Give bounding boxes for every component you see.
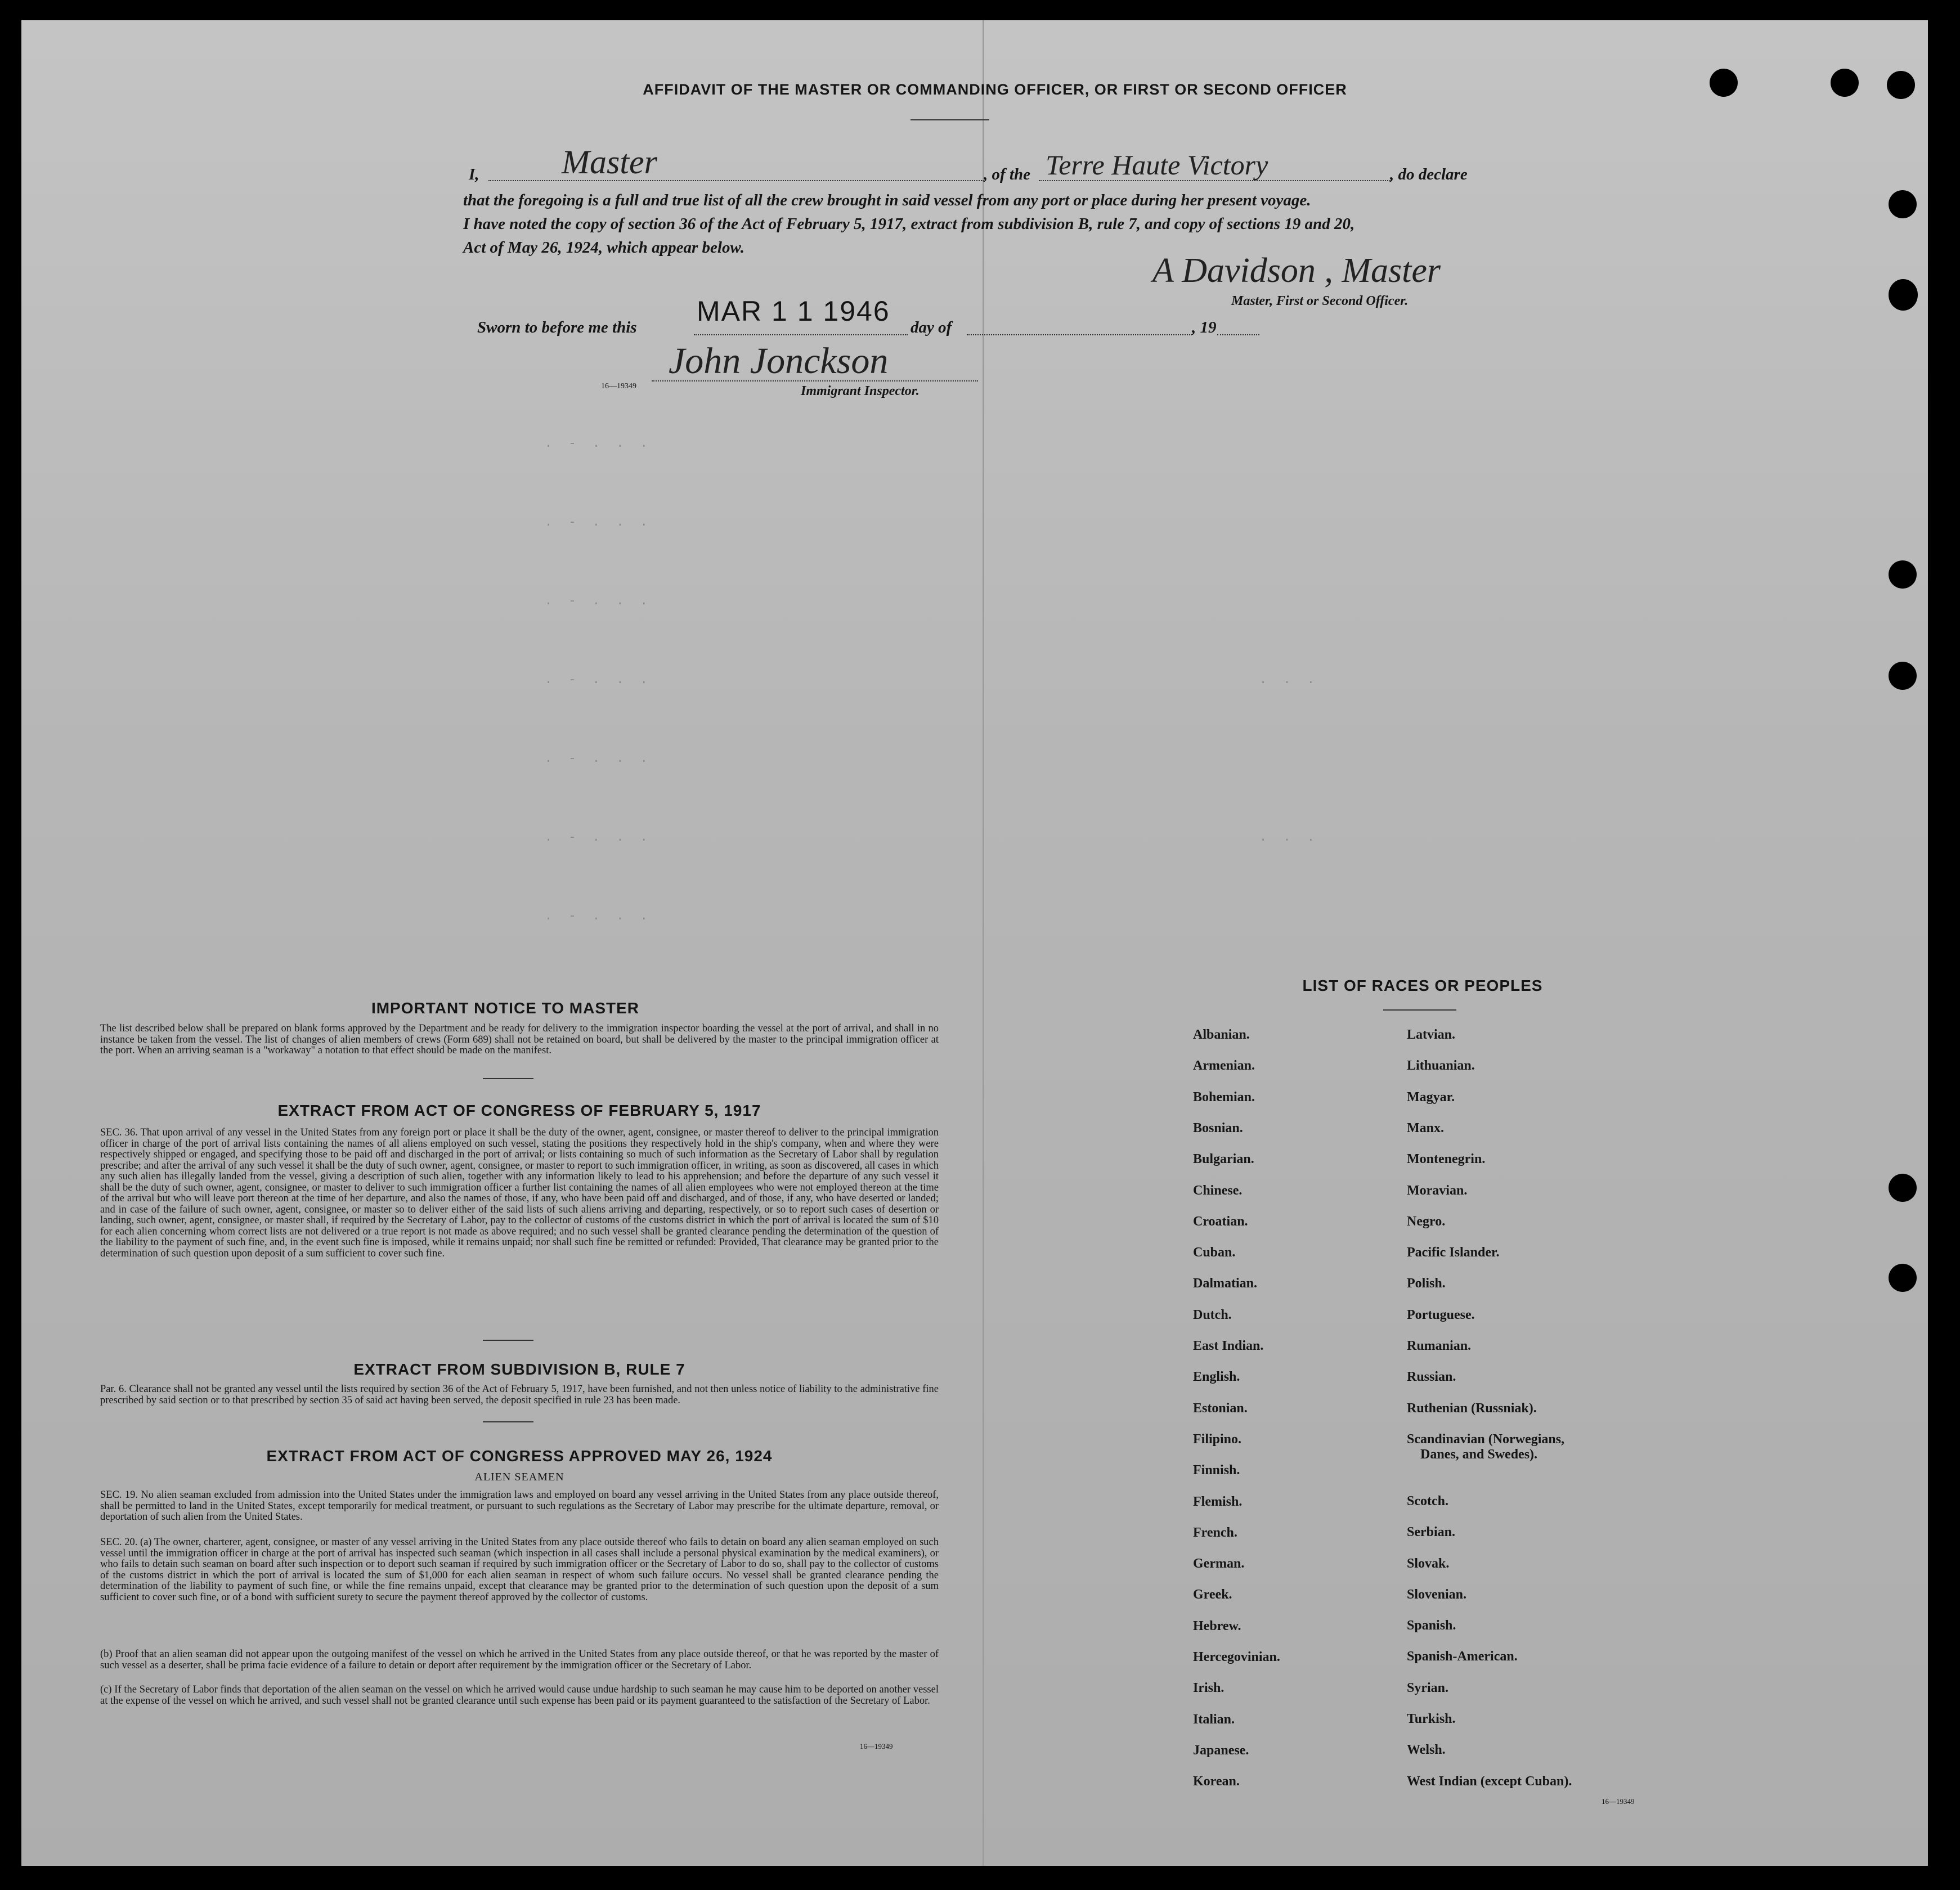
do-declare-label: , do declare xyxy=(1390,165,1468,183)
race-item: Welsh. xyxy=(1407,1743,1446,1758)
race-item: West Indian (except Cuban). xyxy=(1407,1774,1572,1789)
master-signature: A Davidson , Master xyxy=(1152,252,1441,290)
race-item: Moravian. xyxy=(1407,1183,1468,1198)
race-item: Finnish. xyxy=(1193,1463,1240,1478)
race-item: Bulgarian. xyxy=(1193,1152,1254,1167)
race-item: Armenian. xyxy=(1193,1058,1255,1074)
race-item: Polish. xyxy=(1407,1276,1446,1291)
extract-1917-text: SEC. 36. That upon arrival of any vessel in the United States from any foreign port or place it shall be the duty of the owner, agent, consignee, or master thereof to deliver to the principal immigration officer in charge of the port of arrival lists containing the names of all aliens employed on such vessel, stating the positions they respectively hold in the ship's company, when and where they were respectively shipped or engaged, and specifying those to be paid off and discharged in the port of arrival; or lists containing so much of such information as the Secretary of Labor shall by regulation prescribe; and after the arrival of any such vessel it shall be the duty of such owner, agent, consignee, or master to report to such immigration officer, in writing, as soon as discovered, all cases in which any such alien has illegally landed from the vessel, giving a description of such alien, together with any information likely to lead to his apprehension; and before the departure of any such vessel it shall be the duty of such owner, agent, consignee, or master to deliver to such immigration officer a further list containing the names of all alien employees who were not employed thereon at the time of the arrival but who will leave port thereon at the time of her departure, and also the names of those, if any, who have been paid off and discharged, and of those, if any, who have deserted or landed; and in case of the failure of such owner, agent, consignee, or master so to deliver either of the said lists of such aliens arriving and departing, respectively, or so to report such cases of desertion or landing, such owner, agent, consignee, or master shall, if required by the Secretary of Labor, pay to the collector of customs of the customs district in which the port of arrival is located the sum of $10 for each alien concerning whom correct lists are not delivered or a true report is not made as above required; and no such vessel shall be granted clearance pending the determination of the question of the liability to the payment of such fine, and, in the event such fine is imposed, while it remains unpaid; nor shall such fine be remitted or refunded: Provided, That clearance may be granted prior to the determination of such question upon deposit of a sum sufficient to cover such fine. xyxy=(100,1127,939,1259)
i-label: I, xyxy=(469,165,479,183)
race-item: Scandinavian (Norwegians, Danes, and Swedes). xyxy=(1407,1431,1565,1462)
bleed-through: . . . xyxy=(1259,673,1320,687)
bleed-through: . - . . . xyxy=(545,515,652,529)
race-item: Croatian. xyxy=(1193,1214,1248,1229)
year-label: , 19 xyxy=(1192,318,1217,336)
race-item: Scotch. xyxy=(1407,1493,1448,1509)
bleed-through: . - . . . xyxy=(545,830,652,845)
divider xyxy=(1383,1009,1456,1011)
race-item: German. xyxy=(1193,1556,1245,1572)
punch-hole xyxy=(1887,71,1915,99)
sec-20c-text: (c) If the Secretary of Labor finds that deportation of the alien seaman on the vessel on which he arrived would cause undue hardship to such seaman he may cause him to be deported on another vessel at the expense of the vessel on which he arrived, and such vessel shall not be granted clearance until such expense has been paid or its payment guaranteed to the satisfaction of the Secretary of Labor. xyxy=(100,1684,939,1707)
race-item: Syrian. xyxy=(1407,1680,1449,1695)
extract-1917-title: EXTRACT FROM ACT OF CONGRESS OF FEBRUARY 5, 1917 xyxy=(277,1102,761,1119)
race-item: Montenegrin. xyxy=(1407,1152,1486,1167)
master-caption: Master, First or Second Officer. xyxy=(1231,294,1409,308)
divider xyxy=(911,119,989,120)
bleed-through: . . . xyxy=(1259,830,1320,845)
race-item: Latvian. xyxy=(1407,1027,1456,1042)
bleed-through: . - . . . xyxy=(545,752,652,766)
race-item: Japanese. xyxy=(1193,1743,1249,1758)
divider xyxy=(483,1340,533,1341)
affidavit-line-3: I have noted the copy of section 36 of the Act of February 5, 1917, extract from subdivision B, rule 7, and copy of sections 19 and 20, xyxy=(463,215,1355,233)
race-item: Slovenian. xyxy=(1407,1587,1467,1602)
month-line xyxy=(967,334,1192,335)
extract-1924-title: EXTRACT FROM ACT OF CONGRESS APPROVED MAY 26, 1924 xyxy=(266,1447,773,1465)
sec-20a-text: SEC. 20. (a) The owner, charterer, agent, consignee, or master of any vessel arriving in the United States from any place outside thereof who fails to detain on board any alien seaman employed on such vessel until the immigration officer in charge at the port of arrival has inspected such seaman (which inspection in all cases shall include a personal physical examination by the medical examiners), or who fails to detain such seaman on board after such inspection or to deport such seaman if required by such immigration officer or the Secretary of Labor to do so, shall pay to the collector of customs of the customs district in which the port of arrival is located the sum of $1,000 for each alien seaman in respect of whom such failure occurs. No vessel shall be granted clearance pending the determination of the liability to payment of such fine, or while the fine remains unpaid, except that clearance may be granted prior to the determination of such question upon the deposit of a sum sufficient to cover such fine, or of a bond with sufficient surety to secure the payment thereof approved by the collector of customs. xyxy=(100,1537,939,1603)
race-item: Chinese. xyxy=(1193,1183,1243,1198)
officer-handwritten: Master xyxy=(562,143,657,181)
race-item: Spanish-American. xyxy=(1407,1649,1518,1664)
race-item: Irish. xyxy=(1193,1681,1225,1696)
race-item: Pacific Islander. xyxy=(1407,1245,1500,1260)
race-item: Dalmatian. xyxy=(1193,1276,1257,1291)
affidavit-line-4: Act of May 26, 1924, which appear below. xyxy=(463,239,744,257)
bleed-through: . - . . . xyxy=(545,437,652,451)
inspector-signature: John Jonckson xyxy=(669,340,889,381)
punch-hole xyxy=(1889,1174,1917,1202)
inspector-caption: Immigrant Inspector. xyxy=(801,384,920,398)
page-fold xyxy=(983,20,984,1866)
extract-1924-subtitle: ALIEN SEAMEN xyxy=(474,1471,564,1483)
affidavit-line-2: that the foregoing is a full and true list of all the crew brought in said vessel from any port or place during her present voyage. xyxy=(463,191,1311,209)
race-item: Albanian. xyxy=(1193,1027,1250,1042)
race-item: Spanish. xyxy=(1407,1618,1456,1633)
race-item: Estonian. xyxy=(1193,1400,1248,1416)
race-item: Italian. xyxy=(1193,1712,1235,1727)
form-code: 16—19349 xyxy=(601,382,636,390)
race-item: Turkish. xyxy=(1407,1712,1456,1726)
year-line xyxy=(1217,334,1259,335)
race-item: East Indian. xyxy=(1193,1339,1264,1353)
punch-hole xyxy=(1889,190,1917,218)
race-item: Lithuanian. xyxy=(1407,1058,1475,1074)
race-item: Serbian. xyxy=(1407,1525,1456,1540)
date-stamp: MAR 1 1 1946 xyxy=(697,295,890,327)
race-item: Hebrew. xyxy=(1193,1618,1241,1633)
races-title: LIST OF RACES OR PEOPLES xyxy=(1302,977,1543,994)
punch-hole xyxy=(1831,69,1859,97)
subdivision-title: EXTRACT FROM SUBDIVISION B, RULE 7 xyxy=(353,1361,685,1378)
race-item: Hercegovinian. xyxy=(1193,1650,1280,1664)
vessel-handwritten: Terre Haute Victory xyxy=(1046,149,1268,181)
punch-hole xyxy=(1889,560,1917,589)
form-code: 16—19349 xyxy=(1602,1797,1635,1806)
of-the-label: , of the xyxy=(984,165,1030,183)
bleed-through: . - . . . xyxy=(545,909,652,923)
divider xyxy=(483,1421,533,1422)
race-item: Bohemian. xyxy=(1193,1089,1255,1105)
race-item: Portuguese. xyxy=(1407,1307,1475,1322)
punch-hole xyxy=(1710,69,1738,97)
race-item: French. xyxy=(1193,1525,1237,1540)
day-of-label: day of xyxy=(911,318,952,336)
race-item: Filipino. xyxy=(1193,1431,1242,1447)
race-item: Flemish. xyxy=(1193,1494,1243,1509)
notice-text: The list described below shall be prepared on blank forms approved by the Department and be ready for delivery to the immigration inspector boarding the vessel at the port of arrival, and shall in no instance be taken from the vessel. The list of changes of alien members of crews (Form 689) shall not be retained on board, but shall be delivered by the master to the principal immigration officer at the port. When an arriving seaman is a "workaway" a notation to that effect should be made on the manifest. xyxy=(100,1023,939,1056)
race-item: Bosnian. xyxy=(1193,1120,1243,1135)
race-item: Rumanian. xyxy=(1407,1339,1472,1353)
race-item: Greek. xyxy=(1193,1587,1232,1602)
bleed-through: . - . . . xyxy=(545,594,652,608)
sworn-day-line xyxy=(694,334,908,335)
race-item: Negro. xyxy=(1407,1214,1446,1229)
affidavit-title: AFFIDAVIT OF THE MASTER OR COMMANDING OFFICER, OR FIRST OR SECOND OFFICER xyxy=(643,81,1347,98)
race-item: Russian. xyxy=(1407,1370,1456,1385)
punch-hole xyxy=(1889,662,1917,690)
race-item: Manx. xyxy=(1407,1120,1444,1135)
race-item: Dutch. xyxy=(1193,1307,1232,1322)
inspector-line xyxy=(652,380,978,381)
sec-19-text: SEC. 19. No alien seaman excluded from admission into the United States under the immigration laws and employed on board any vessel arriving in the United States from any place outside thereof, shall be permitted to land in the United States, except temporarily for medical treatment, or pursuant to such regulations as the Secretary of Labor may prescribe for the ultimate departure, removal, or deportation of such alien from the United States. xyxy=(100,1489,939,1523)
punch-hole xyxy=(1889,279,1918,311)
sec-20b-text: (b) Proof that an alien seaman did not appear upon the outgoing manifest of the vessel on which he arrived in the United States from any place outside thereof, or that he was reported by the master of such vessel as a deserter, shall be prima facie evidence of a failure to detain or deport after requirement by the immigration officer or the Secretary of Labor. xyxy=(100,1649,939,1671)
race-item: Korean. xyxy=(1193,1774,1240,1789)
race-item: Cuban. xyxy=(1193,1245,1236,1260)
race-item: Ruthenian (Russniak). xyxy=(1407,1400,1537,1416)
subdivision-text: Par. 6. Clearance shall not be granted any vessel until the lists required by section 36 of the Act of February 5, 1917, have been furnished, and not then unless notice of liability to the administrative fine prescribed by said section or to that prescribed by section 35 of said act having been served, the deposit specified in rule 23 has been made. xyxy=(100,1384,939,1406)
notice-title: IMPORTANT NOTICE TO MASTER xyxy=(371,999,640,1017)
race-item: English. xyxy=(1193,1370,1240,1385)
form-code: 16—19349 xyxy=(860,1742,893,1750)
punch-hole xyxy=(1889,1264,1917,1292)
document-page xyxy=(21,20,1928,1866)
race-item: Magyar. xyxy=(1407,1089,1455,1105)
divider xyxy=(483,1078,533,1079)
sworn-label: Sworn to before me this xyxy=(477,318,637,336)
bleed-through: . - . . . xyxy=(545,673,652,687)
race-item: Slovak. xyxy=(1407,1556,1450,1571)
